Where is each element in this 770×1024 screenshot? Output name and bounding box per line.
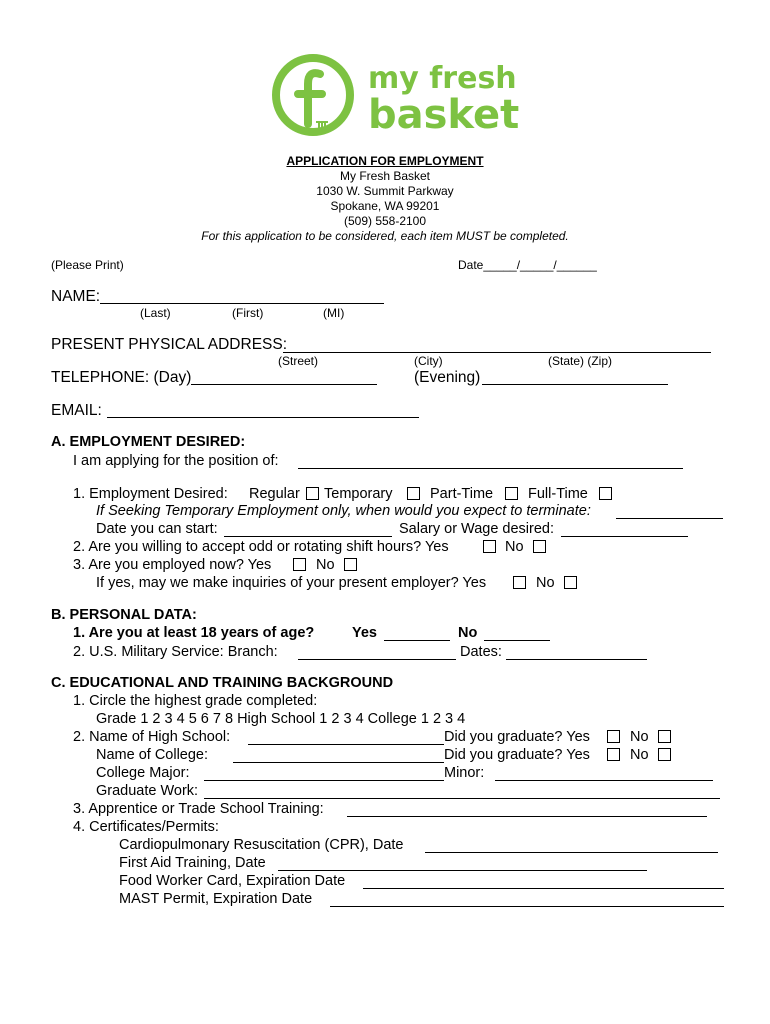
my-fresh-basket-logo <box>270 50 520 140</box>
hs-graduate-no-label: No <box>630 729 649 745</box>
telephone-evening-line[interactable] <box>482 384 668 385</box>
cpr-line[interactable] <box>425 852 718 853</box>
name-line[interactable] <box>100 303 384 304</box>
telephone-day-line[interactable] <box>191 384 377 385</box>
temporary-checkbox[interactable] <box>407 487 420 500</box>
trade-school-line[interactable] <box>347 816 707 817</box>
logo-text-line1: my fresh <box>368 61 517 96</box>
section-b-title: B. PERSONAL DATA: <box>51 607 197 623</box>
employed-now-no-checkbox[interactable] <box>344 558 357 571</box>
part-time-label: Part-Time <box>430 486 494 502</box>
employed-now-no-label: No <box>316 557 335 573</box>
high-school-label: 2. Name of High School: <box>73 729 231 745</box>
regular-label: Regular <box>249 486 300 502</box>
food-worker-line[interactable] <box>363 888 724 889</box>
first-aid-line[interactable] <box>278 870 647 871</box>
college-major-label: College Major: <box>96 765 190 781</box>
salary-label: Salary or Wage desired: <box>399 521 555 537</box>
graduate-work-label: Graduate Work: <box>96 783 199 799</box>
regular-checkbox[interactable] <box>306 487 319 500</box>
college-graduate-yes-checkbox[interactable] <box>607 748 620 761</box>
date-field[interactable]: Date_____/_____/______ <box>458 258 597 272</box>
address-label: PRESENT PHYSICAL ADDRESS: <box>51 336 288 353</box>
name-last-caption: (Last) <box>140 306 171 320</box>
telephone-day-label: TELEPHONE: (Day) <box>51 369 192 386</box>
employment-desired-label: 1. Employment Desired: <box>73 486 228 502</box>
logo-text-line2: basket <box>368 92 520 138</box>
college-minor-label: Minor: <box>444 765 485 781</box>
salary-line[interactable] <box>561 536 688 537</box>
shift-hours-yes-checkbox[interactable] <box>483 540 496 553</box>
shift-hours-question: 2. Are you willing to accept odd or rotating shift hours? Yes <box>73 539 449 555</box>
hs-graduate-label: Did you graduate? Yes <box>444 729 590 745</box>
section-a-title: A. EMPLOYMENT DESIRED: <box>51 434 246 450</box>
age-yes-line[interactable] <box>384 640 450 641</box>
address-line[interactable] <box>283 352 711 353</box>
start-date-line[interactable] <box>224 536 392 537</box>
part-time-checkbox[interactable] <box>505 487 518 500</box>
mast-permit-line[interactable] <box>330 906 724 907</box>
company-street: 1030 W. Summit Parkway <box>316 184 454 198</box>
military-dates-line[interactable] <box>506 659 647 660</box>
company-phone: (509) 558-2100 <box>343 214 427 228</box>
college-name-line[interactable] <box>233 762 444 763</box>
employed-now-question: 3. Are you employed now? Yes <box>73 557 272 573</box>
address-city-caption: (City) <box>414 354 443 368</box>
age-no-label: No <box>458 625 478 641</box>
name-first-caption: (First) <box>232 306 264 320</box>
hs-graduate-yes-checkbox[interactable] <box>607 730 620 743</box>
highest-grade-label: 1. Circle the highest grade completed: <box>73 693 318 709</box>
full-time-checkbox[interactable] <box>599 487 612 500</box>
email-line[interactable] <box>107 417 419 418</box>
inquiries-no-checkbox[interactable] <box>564 576 577 589</box>
college-minor-line[interactable] <box>495 780 713 781</box>
college-name-label: Name of College: <box>96 747 209 763</box>
trade-school-label: 3. Apprentice or Trade School Training: <box>73 801 324 817</box>
name-mi-caption: (MI) <box>323 306 345 320</box>
mast-permit-label: MAST Permit, Expiration Date <box>119 891 313 907</box>
college-graduate-no-checkbox[interactable] <box>658 748 671 761</box>
shift-hours-no-label: No <box>505 539 524 555</box>
email-label: EMAIL: <box>51 402 102 419</box>
temporary-label: Temporary <box>324 486 393 502</box>
shift-hours-no-checkbox[interactable] <box>533 540 546 553</box>
certificates-label: 4. Certificates/Permits: <box>73 819 219 835</box>
terminate-line[interactable] <box>616 518 723 519</box>
address-state-zip-caption: (State) (Zip) <box>548 354 613 368</box>
inquiries-yes-checkbox[interactable] <box>513 576 526 589</box>
company-city: Spokane, WA 99201 <box>330 199 440 213</box>
full-time-label: Full-Time <box>528 486 588 502</box>
high-school-line[interactable] <box>248 744 444 745</box>
completion-notice: For this application to be considered, each item MUST be completed. <box>201 229 569 243</box>
position-label: I am applying for the position of: <box>73 453 279 469</box>
inquiries-question: If yes, may we make inquiries of your present employer? Yes <box>96 575 487 591</box>
telephone-evening-label: (Evening) <box>414 369 481 386</box>
start-date-label: Date you can start: <box>96 521 218 537</box>
inquiries-no-label: No <box>536 575 555 591</box>
cpr-label: Cardiopulmonary Resuscitation (CPR), Date <box>119 837 404 853</box>
military-branch-line[interactable] <box>298 659 456 660</box>
form-title: APPLICATION FOR EMPLOYMENT <box>286 154 484 168</box>
section-c-title: C. EDUCATIONAL AND TRAINING BACKGROUND <box>51 675 394 691</box>
hs-graduate-no-checkbox[interactable] <box>658 730 671 743</box>
military-dates-label: Dates: <box>460 644 502 660</box>
age-no-line[interactable] <box>484 640 550 641</box>
college-major-line[interactable] <box>204 780 444 781</box>
graduate-work-line[interactable] <box>204 798 720 799</box>
military-branch-label: 2. U.S. Military Service: Branch: <box>73 644 278 660</box>
grade-options[interactable]: Grade 1 2 3 4 5 6 7 8 High School 1 2 3 4 College 1 2 3 4 <box>96 711 466 727</box>
company-name: My Fresh Basket <box>339 169 431 183</box>
address-street-caption: (Street) <box>278 354 319 368</box>
name-label: NAME: <box>51 288 101 305</box>
college-graduate-no-label: No <box>630 747 649 763</box>
please-print-note: (Please Print) <box>51 258 124 272</box>
first-aid-label: First Aid Training, Date <box>119 855 266 871</box>
college-graduate-label: Did you graduate? Yes <box>444 747 590 763</box>
employed-now-yes-checkbox[interactable] <box>293 558 306 571</box>
age-yes-label: Yes <box>352 625 377 641</box>
temporary-terminate-label: If Seeking Temporary Employment only, when would you expect to terminate: <box>96 503 591 519</box>
position-line[interactable] <box>298 468 683 469</box>
food-worker-label: Food Worker Card, Expiration Date <box>119 873 346 889</box>
age-question: 1. Are you at least 18 years of age? <box>73 625 315 641</box>
